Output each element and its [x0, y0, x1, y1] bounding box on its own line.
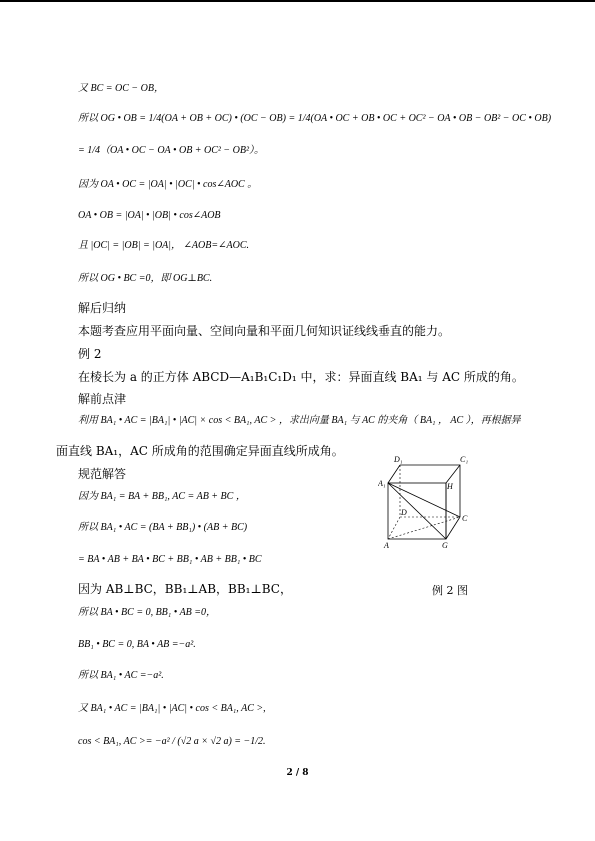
- text-line-5: OA • OB = |OA| • |OB| • cos∠AOB: [78, 210, 221, 221]
- text-line-18: 所以 BA₁ • AC =−a².: [78, 670, 164, 681]
- text-line-6: 且 |OC| = |OB| = |OA|， ∠AOB=∠AOC.: [78, 240, 249, 251]
- text-line-1: 又 BC = OC − OB，: [78, 83, 164, 94]
- text-line-20: cos < BA₁, AC >= −a² / (√2 a × √2 a) = −1/2.: [78, 736, 266, 747]
- text-line-19: 又 BA₁ • AC = |BA₁| • |AC| • cos < BA₁, AC >,: [78, 703, 266, 714]
- text-line-12: 因为 BA₁ = BA + BB₁, AC = AB + BC ，: [78, 491, 246, 502]
- label-c1: C₁: [460, 455, 469, 464]
- text-line-15: 因为 AB⊥BC，BB₁⊥AB，BB₁⊥BC，: [78, 582, 292, 596]
- text-line-16: 所以 BA • BC = 0, BB₁ • AB =0，: [78, 607, 217, 618]
- label-a: A: [384, 541, 389, 550]
- text-line-9: 在棱长为 a 的正方体 ABCD—A₁B₁C₁D₁ 中，求：异面直线 BA₁ 与 AC 所成的角。: [78, 370, 524, 384]
- text-line-3: = 1/4（OA • OC − OA • OB + OC² − OB²）。: [78, 145, 265, 156]
- text-line-14: = BA • AB + BA • BC + BB₁ • AB + BB₁ • BC: [78, 554, 262, 565]
- text-line-11: 面直线 BA₁，AC 所成角的范围确定异面直线所成角。: [56, 444, 344, 458]
- label-h: H: [447, 482, 453, 491]
- text-line-7: 所以 OG • BC =0，即 OG⊥BC.: [78, 273, 213, 284]
- page-number: 2 / 8: [286, 768, 309, 778]
- label-d1: D₁: [394, 455, 403, 464]
- heading-example-2: 例 2: [78, 347, 102, 361]
- label-g: G: [442, 541, 448, 550]
- top-rule: [0, 0, 595, 2]
- figure-caption: 例 2 图: [432, 584, 468, 597]
- cube-figure: [378, 455, 478, 550]
- label-c: C: [462, 514, 468, 523]
- heading-hints: 解前点津: [78, 392, 127, 406]
- heading-summary: 解后归纳: [78, 301, 127, 315]
- text-line-13: 所以 BA₁ • AC = (BA + BB₁) • (AB + BC): [78, 522, 248, 533]
- label-d: D: [401, 508, 407, 517]
- text-line-17: BB₁ • BC = 0, BA • AB =−a².: [78, 639, 196, 650]
- label-a1: A₁: [378, 479, 386, 488]
- text-line-10: 利用 BA₁ • AC = |BA₁| • |AC| × cos < BA₁, AC > ，求出向量 BA₁ 与 AC 的夹角（ BA₁ ， AC ），再根据异: [78, 415, 521, 426]
- text-line-4: 因为 OA • OC = |OA| • |OC| • cos∠AOC 。: [78, 179, 258, 190]
- heading-solution: 规范解答: [78, 467, 127, 481]
- text-line-8: 本题考查应用平面向量、空间向量和平面几何知识证线线垂直的能力。: [78, 324, 451, 338]
- text-line-2: 所以 OG • OB = 1/4(OA + OB + OC) • (OC − OB) = 1/4(OA • OC + OB • OC + OC² − OA • OB − OB² − OC • OB): [78, 113, 552, 124]
